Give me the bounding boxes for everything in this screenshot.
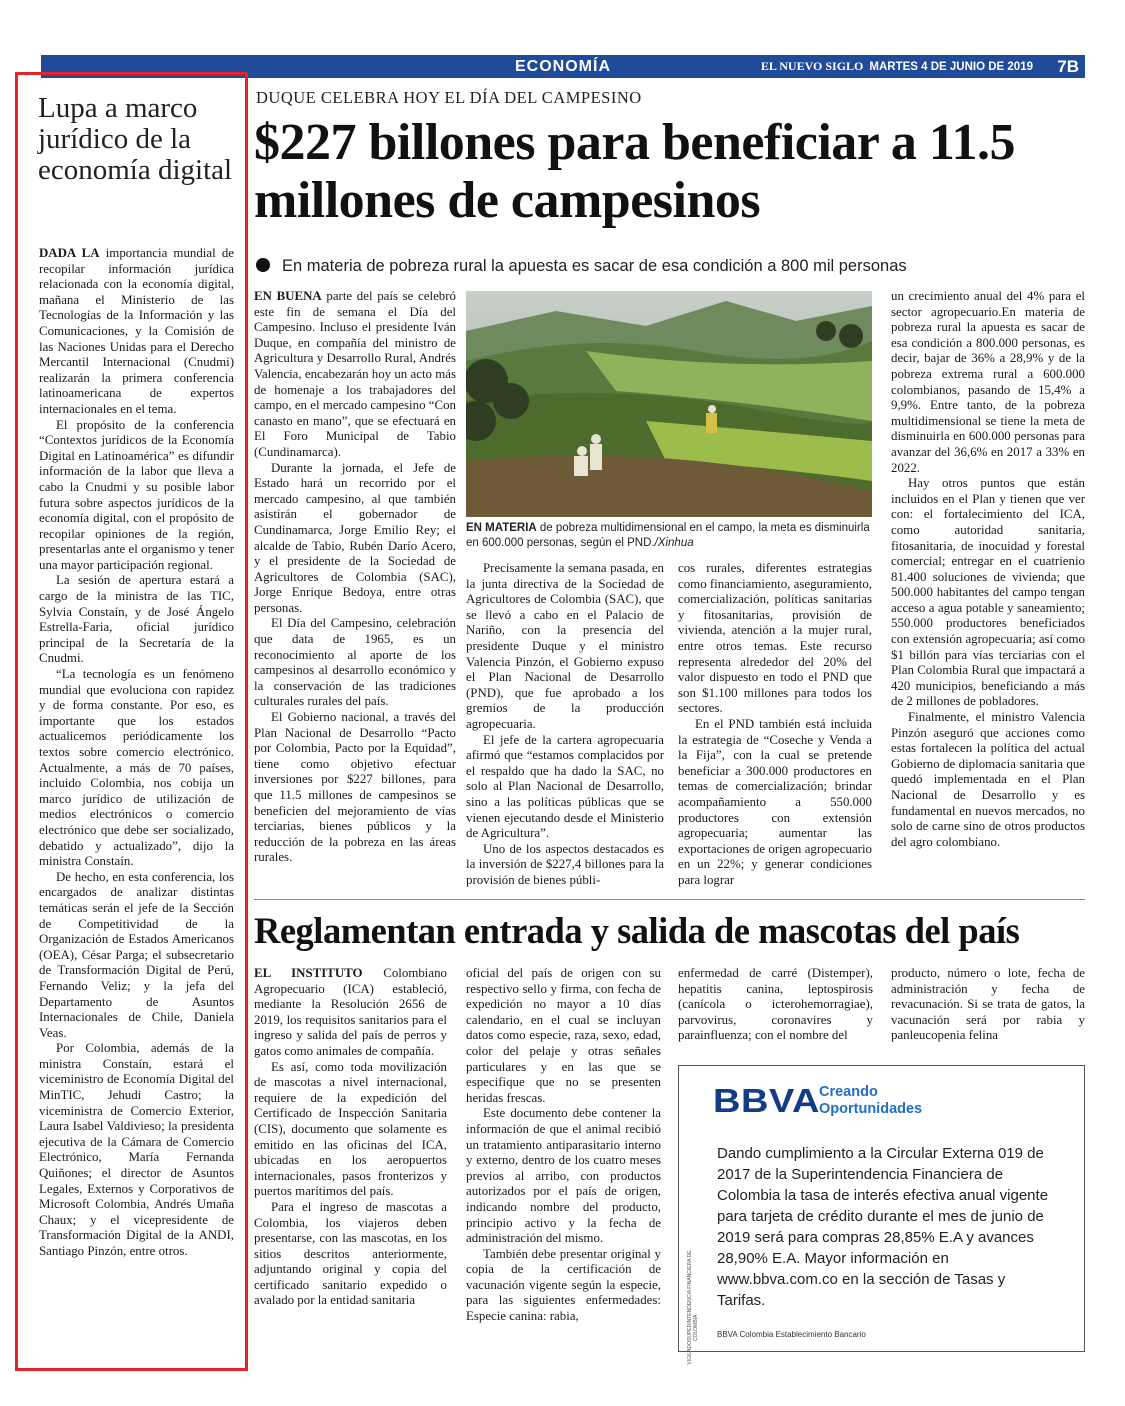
article-paragraph: Uno de los aspectos destacados es la inversión de $227,4 billones para la provisión de bienes públi- xyxy=(466,841,664,887)
article-paragraph: producto, número o lote, fecha de administración y fecha de revacunación. Si se trata de gatos, la vacunación será por rabia y panleucopenia felina xyxy=(891,966,1085,1043)
article-paragraph: EN BUENA parte del país se celebró este fin de semana el Día del Campesino. Incluso el presidente Iván Duque, en compañía del ministro de Agricultura y Desarrollo Rural, Andrés Valencia, encabezarán hoy un acto más de homenaje a los trabajadores del campo, en el mercado campesino “Con canasto en mano”, que se efectuará en El Foro Municipal de Tabio (Cundinamarca). xyxy=(254,289,456,459)
article-paragraph: También debe presentar original y copia de la certificación de vacunación vigente según la especie, para las siguientes enfermedades: Especie canina: rabia, xyxy=(466,1246,661,1324)
article-column-1 xyxy=(254,289,456,891)
page-number: 7B xyxy=(1057,57,1079,76)
article-paragraph: Hay otros puntos que están incluidos en el Plan y tienen que ver con: el fortalecimiento del ICA, como autoridad sanitaria, fitosanitaria, de inocuidad y forestal comercial; entregar en el cuatrienio 81.400 soluciones de vivienda; que 500.000 habitantes del campo tengan acceso a agua potable y saneamiento; 550.000 productores beneficiados con extensión agropecuaria; así como $1 billón para vías terciarias con el Plan Colombia Rural que impactará a 420 municipios, beneficiando a más de 2 millones de pobladores. xyxy=(891,476,1085,709)
article-paragraph: El Día del Campesino, celebración que data de 1965, es un reconocimiento al aporte de los campesinos al desarrollo económico y la conservación de las tradiciones culturales rurales del país. xyxy=(254,616,456,709)
second-article-headline: Reglamentan entrada y salida de mascotas del país xyxy=(254,910,1020,951)
caption-credit: /Xinhua xyxy=(654,537,694,549)
bbva-advertisement xyxy=(678,1065,1085,1365)
photo-caption: EN MATERIA de pobreza multidimensional en el campo, la meta es disminuirla en 600.000 personas, según el PND./Xinhua xyxy=(466,522,870,549)
article-lead: EN BUENA xyxy=(254,289,322,303)
article-paragraph: oficial del país de origen con su respectivo sello y firma, con fecha de expedición no mayor a 10 días calendario, en el cual se incluyan datos como especie, raza, sexo, edad, color del pelaje y otras señales particulares y en las que se especifique que no se presenten heridas frescas. xyxy=(466,966,661,1105)
sidebar-paragraph: La sesión de apertura estará a cargo de la ministra de las TIC, Sylvia Constaín, y de José Ángelo Estrella-Faria, oficial jurídico principal de la Secretaría de la Cnudmi. xyxy=(39,573,234,666)
ad-slogan: Creando Oportunidades xyxy=(819,1084,923,1117)
article-paragraph: Precisamente la semana pasada, en la junta directiva de la Sociedad de Agricultores de Colombia (SAC), que se llevó a cabo en el Palacio de Nariño, con la presencia del presidente Duque y el ministro Valencia Pinzón, el Gobierno expuso el Plan Nacional de Desarrollo (PND), que fue aprobado a los gremios de la producción agropecuaria. xyxy=(466,561,664,731)
caption-lead: EN MATERIA xyxy=(466,522,537,534)
second-article-column-2 xyxy=(466,966,661,1354)
article-divider xyxy=(254,899,1085,900)
sidebar-paragraph: DADA LA importancia mundial de recopilar información jurídica relacionada con la economía digital, mañana el Ministerio de las Tecnologías de la Información y las Comunicaciones, y la Comisión de las Naciones Unidas para el Derecho Mercantil Internacional (Cnudmi) realizarán la primera conferencia latinoamericana de expertos internacionales en el tema. xyxy=(39,246,234,416)
article-photo xyxy=(466,291,872,517)
sidebar-title: Lupa a marco jurídico de la economía digital xyxy=(38,92,233,186)
publication-name: EL NUEVO SIGLO xyxy=(760,59,864,73)
article-paragraph: Finalmente, el ministro Valencia Pinzón aseguró que acciones como estas fortalecen la política del actual Gobierno de diplomacia sanitaria que quedó implementada en el Plan Nacional de Desarrollo y es fundamental en nuevos mercados, no solo de carne sino de otros productos del agro colombiano. xyxy=(891,710,1085,849)
sidebar-paragraph: “La tecnología es un fenómeno mundial que evoluciona con rapidez y de forma constante. Por eso, es importante que los estados actualicemos periódicamente los textos sobre comercio electrónico. Actualmente, a más de 70 países, incluido Colombia, nos cobija un marco jurídico de utilización de medios electrónicos o comercio electrónico que debe ser socializado, debatido y actualizado”, dijo la ministra Constaín. xyxy=(39,667,234,869)
article-paragraph: EL INSTITUTO Colombiano Agropecuario (ICA) estableció, mediante la Resolución 2656 de 2019, los requisitos sanitarios para el ingreso y salida del país de perros y gatos como animales de compañía. xyxy=(254,966,447,1058)
article-deck: En materia de pobreza rural la apuesta es sacar de esa condición a 800 mil personas xyxy=(256,256,1076,276)
ad-text: Dando cumplimiento a la Circular Externa 019 de 2017 de la Superintendencia Financiera de Colombia la tasa de interés efectiva anual vigente para tarjeta de crédito durante el mes de junio de 2019 será para compras 28,85% E.A y avances 28,90% E.A. Mayor información en www.bbva.com.co en la sección de Tasas y Tarifas. xyxy=(717,1145,1049,1309)
sidebar-body xyxy=(39,246,234,1356)
article-column-3 xyxy=(678,561,872,891)
article-paragraph: un crecimiento anual del 4% para el sector agropecuario.En materia de pobreza rural la apuesta es sacar de esa condición a 800.000 personas, es decir, bajar de 36% a 28,9% y de la pobreza extrema rural a 600.000 colombianos, pasando de 15,4% a 9,9%. Entre tanto, de la pobreza multidimensional se tiene la meta de disminuirla en 600.000 personas para avanzar del 36,6% en 2017 a 33% en 2022. xyxy=(891,289,1085,475)
second-article-column-3 xyxy=(678,966,873,1050)
second-article-column-1 xyxy=(254,966,447,1354)
article-paragraph: enfermedad de carré (Distemper), hepatitis canina, leptospirosis (canícola o icterohemorragiae), parvovirus, coronavires y parainfluenza; con el nombre del xyxy=(678,966,873,1043)
sidebar-paragraph: Por Colombia, además de la ministra Constaín, estará el viceministro de Economía Digital del MinTIC, Jehudi Castro; la viceministra de Comercio Exterior, Laura Isabel Valdivieso; la presidenta ejecutiva de la Cámara de Comercio Electrónico, María Fernanda Quiñones; el director de Asuntos Legales, Externos y Corporativos de Microsoft Colombia, Andrés Umaña Chaux; y el vicepresidente de Transformación Digital de la ANDI, Santiago Pinzón, entre otros. xyxy=(39,1041,234,1258)
article-paragraph: Para el ingreso de mascotas a Colombia, los viajeros deben presentarse, con las mascotas, en los sitios descritos anteriormente, adjuntando original y copia del certificado sanitario expedido o avalado por la entidad sanitaria xyxy=(254,1199,447,1308)
ad-footer: BBVA Colombia Establecimiento Bancario xyxy=(717,1330,866,1339)
bbva-logo: BBVA xyxy=(713,1082,821,1119)
publication-info xyxy=(761,55,1033,79)
second-article-column-4 xyxy=(891,966,1085,1050)
sidebar-paragraph: El propósito de la conferencia “Contextos jurídicos de la Economía Digital en Latinoamérica” es difundir información de la labor que lleva a cabo la Cnudmi y su posible labor futura sobre aspectos jurídicos de la economía digital, con el propósito de recopilar opiniones de la región, presentarlas ante el organismo y tener una mayor participación regional. xyxy=(39,417,234,572)
article-paragraph: Durante la jornada, el Jefe de Estado hará un recorrido por el mercado campesino, al que también asistirán el gobernador de Cundinamarca, Jorge Emilio Rey; el alcalde de Tabio, Rubén Darío Acero, y el presidente de la Sociedad de Agricultores de Colombia (SAC), Jorge Enrique Bedoya, entre otras personas. xyxy=(254,460,456,615)
section-name: ECONOMÍA xyxy=(515,58,611,75)
article-column-4 xyxy=(891,289,1085,891)
article-paragraph: Este documento debe contener la información de que el animal recibió un tratamiento antiparasitario interno y externo, dentro de los cuatro meses previos al arribo, con productos autorizados por el país de origen, indicando nombre del producto, principio activo y la fecha de administración del mismo. xyxy=(466,1106,661,1246)
article-kicker: DUQUE CELEBRA HOY EL DÍA DEL CAMPESINO xyxy=(256,88,642,107)
publication-date: MARTES 4 DE JUNIO DE 2019 xyxy=(869,61,1033,73)
article-paragraph: En el PND también está incluida la estrategia de “Coseche y Venda a la Fija”, con la cual se pretende beneficiar a 300.000 productores en temas de comercialización; brindar acompañamiento a 550.000 productores con extensión agropecuaria; aumentar las exportaciones de origen agropecuario en un 22%; y generar condiciones para lograr xyxy=(678,716,872,887)
bullet-icon xyxy=(256,258,270,272)
article-paragraph: El jefe de la cartera agropecuaria afirmó que “estamos complacidos por el respaldo que ha dado la SAC, no solo al Plan Nacional de Desarrollo, sino a las políticas públicas que se vienen ejecutando desde el Ministerio de Agricultura”. xyxy=(466,732,664,841)
vigilado-stamp: SUPERINTENDENCIA FINANCIERA DE COLOMBIA VIGILADO xyxy=(687,1250,699,1365)
article-column-2 xyxy=(466,561,664,891)
article-paragraph: El Gobierno nacional, a través del Plan Nacional de Desarrollo “Pacto por Colombia, Pacto por la Equidad”, tiene como objetivo efectuar inversiones por $227 billones, para que 11.5 millones de campesinos se beneficien del mejoramiento de vías terciarias, bienes públicos y la reducción de la pobreza en las áreas rurales. xyxy=(254,710,456,865)
sidebar-lead: DADA LA xyxy=(39,246,100,260)
article-paragraph: cos rurales, diferentes estrategias como financiamiento, aseguramiento, comercialización, políticas sanitarias y fitosanitarias, provisión de vivienda, atención a la mujer rural, entre otros temas. Este recurso representa alrededor del 20% del valor dispuesto en todo el PND que son $1.100 millones para todos los sectores. xyxy=(678,561,872,716)
sidebar-paragraph: De hecho, en esta conferencia, los encargados de analizar distintas temáticas serán el jefe de la Sección de Competitividad de la Organización de Estados Americanos (OEA), César Parga; el subsecretario de Transformación Digital de Perú, Fernando Veliz; y la jefa del Departamento de Asuntos Internacionales de Chile, Daniela Veas. xyxy=(39,869,234,1040)
article-headline: $227 billones para beneficiar a 11.5 millones de campesinos xyxy=(254,114,1016,229)
second-article-lead: EL INSTITUTO xyxy=(254,966,363,980)
article-paragraph: Es así, como toda movilización de mascotas a nivel internacional, requiere de la expedición del Certificado de Inspección Sanitaria (CIS), documento que solamente es emitido en las oficinas del ICA, ubicadas en los aeropuertos internacionales, pasos fronterizos y puertos marítimos del país. xyxy=(254,1059,447,1199)
